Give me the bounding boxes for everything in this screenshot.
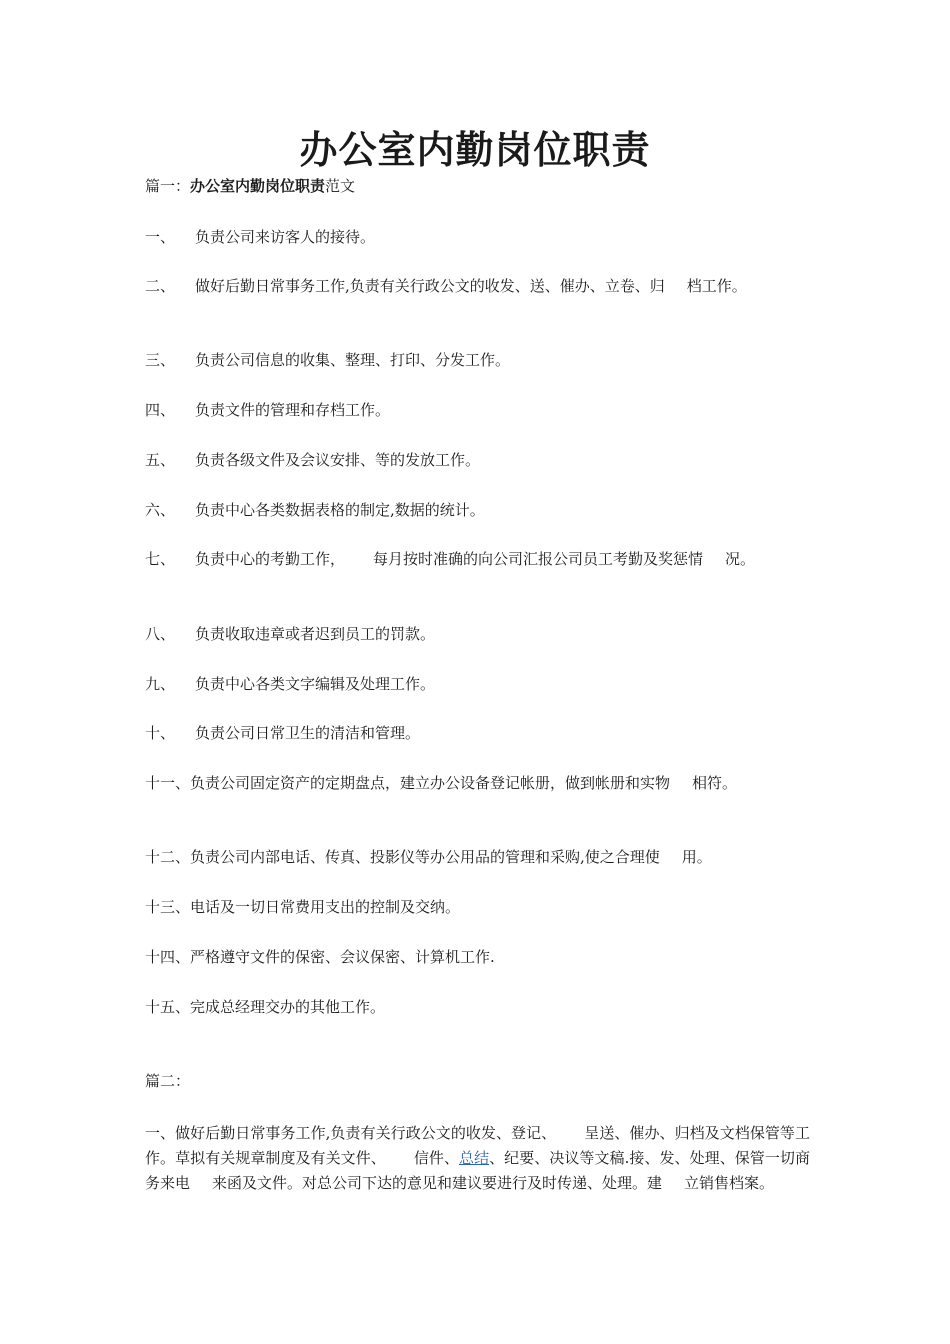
para-text: 立销售档案。: [684, 1174, 775, 1192]
item-text: 负责文件的管理和存档工作。: [195, 401, 391, 419]
duty-item: [145, 549, 755, 569]
item-text: 完成总经理交办的其他工作。: [190, 998, 386, 1016]
item-text: 负责公司信息的收集、整理、打印、分发工作。: [195, 351, 511, 369]
summary-link[interactable]: 总结: [459, 1149, 490, 1167]
item-text: 负责中心的考勤工作，: [195, 550, 346, 568]
document-title: 办公室内勤岗位职责: [299, 127, 651, 172]
duty-item: [145, 897, 460, 917]
item-number: 一、: [145, 228, 176, 246]
item-text-continued: 用。: [681, 848, 712, 866]
duty-item: [145, 674, 435, 694]
item-number: 八、: [145, 625, 176, 643]
item-text: 做好后勤日常事务工作,负责有关行政公文的收发、送、催办、立卷、归: [195, 277, 665, 295]
para-text: 信件、: [413, 1149, 460, 1167]
duty-item: [145, 450, 480, 470]
item-text: 负责收取违章或者迟到员工的罚款。: [195, 625, 436, 643]
para-text: 一、做好后勤日常事务工作,负责有关行政公文的收发、登记、: [145, 1124, 557, 1142]
duty-item: [145, 350, 510, 370]
item-number: 十二、: [145, 848, 191, 866]
item-text: 负责中心各类文字编辑及处理工作。: [195, 675, 436, 693]
duty-item: [145, 624, 435, 644]
item-text: 电话及一切日常费用支出的控制及交纳。: [190, 898, 461, 916]
duty-item: [145, 847, 712, 867]
duty-item: [145, 947, 495, 967]
item-text: 负责公司内部电话、传真、投影仪等办公用品的管理和采购,使之合理使: [190, 848, 660, 866]
duty-item: [145, 997, 385, 1017]
duty-item: [145, 723, 420, 743]
section-2-paragraph: [145, 1121, 810, 1196]
item-text-continued: 档工作。: [686, 277, 747, 295]
item-number: 十四、: [145, 948, 191, 966]
item-number: 三、: [145, 351, 176, 369]
item-number: 四、: [145, 401, 176, 419]
item-number: 十五、: [145, 998, 191, 1016]
item-number: 九、: [145, 675, 176, 693]
duty-item: [145, 276, 747, 296]
item-number: 十、: [145, 724, 176, 742]
item-text: 负责公司固定资产的定期盘点，建立办公设备登记帐册，做到帐册和实物: [190, 774, 671, 792]
item-text-continued: 相符。: [692, 774, 738, 792]
item-text-continued: 况。: [725, 550, 756, 568]
duty-item: [145, 400, 390, 420]
item-text: 严格遵守文件的保密、会议保密、计算机工作.: [190, 948, 495, 966]
item-text-middle: 每月按时准确的向公司汇报公司员工考勤及奖惩情: [373, 550, 704, 568]
section-prefix: 篇一：: [145, 177, 191, 195]
section-heading-2: 篇二：: [145, 1072, 191, 1090]
para-text: 来函及文件。对总公司下达的意见和建议要进行及时传递、处理。建: [212, 1174, 663, 1192]
item-number: 二、: [145, 277, 176, 295]
item-text: 负责各级文件及会议安排、等的发放工作。: [195, 451, 481, 469]
item-text: 负责公司日常卫生的清洁和管理。: [195, 724, 421, 742]
item-text: 负责中心各类数据表格的制定,数据的统计。: [195, 501, 485, 519]
item-number: 五、: [145, 451, 176, 469]
item-text: 负责公司来访客人的接待。: [195, 228, 376, 246]
duty-item: [145, 500, 485, 520]
duty-item: [145, 773, 737, 793]
item-number: 六、: [145, 501, 176, 519]
item-number: 七、: [145, 550, 176, 568]
duty-item: [145, 227, 375, 247]
item-number: 十三、: [145, 898, 191, 916]
section-suffix: 范文: [325, 177, 356, 195]
para-text: 、纪要、决议等文稿.接、发、处理、保管一切商务来电: [145, 1149, 810, 1192]
para-text: 呈送、催办、归档及文档保管等工作。草拟有关规章制度及有关文件、: [145, 1124, 810, 1167]
section-bold-title: 办公室内勤岗位职责: [190, 177, 326, 195]
item-number: 十一、: [145, 774, 191, 792]
section-heading-1: [145, 176, 355, 196]
